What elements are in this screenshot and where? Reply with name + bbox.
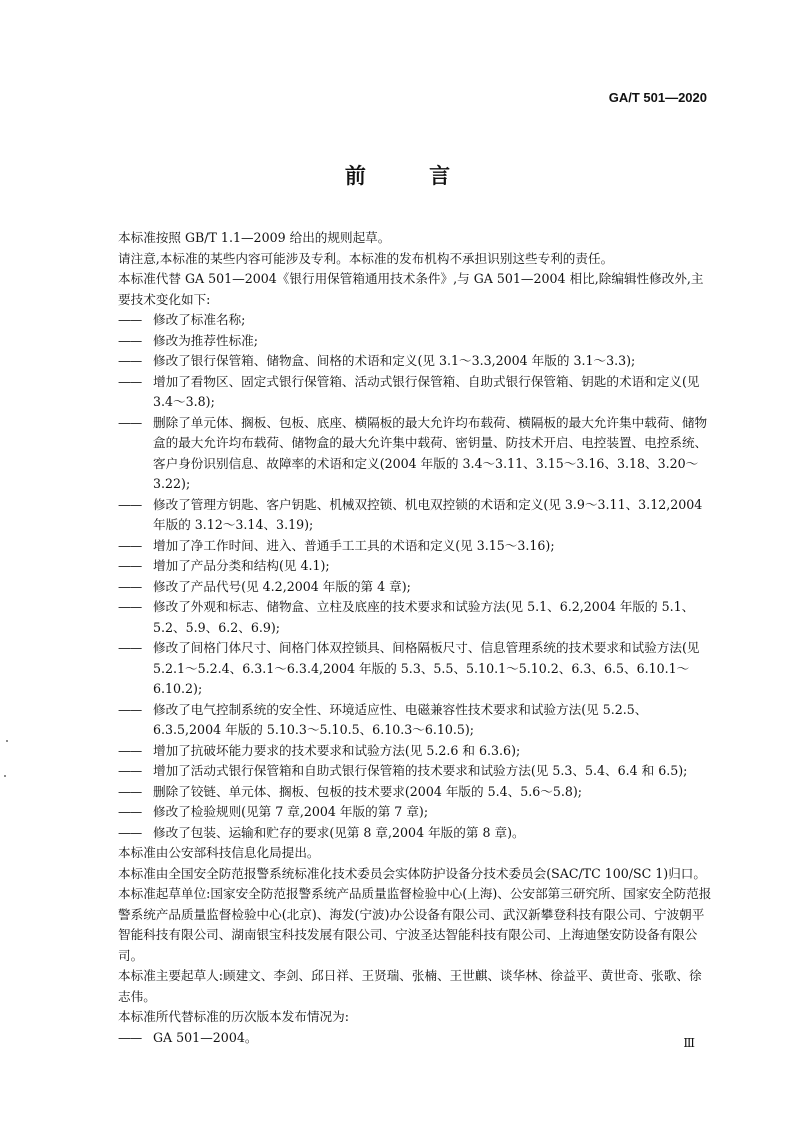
list-item	[118, 351, 714, 372]
list-item	[118, 577, 714, 598]
list-item	[118, 741, 714, 762]
page-number: Ⅲ	[683, 1036, 695, 1050]
list-item	[118, 761, 714, 782]
list-item-text: 增加了产品分类和结构(见 4.1);	[153, 558, 330, 573]
dash-marker: ——	[118, 558, 142, 573]
dash-marker: ——	[118, 578, 142, 594]
list-item	[118, 802, 714, 823]
standard-code: GA/T 501—2020	[608, 90, 707, 105]
foreword-body	[118, 228, 714, 1048]
dash-marker: ——	[118, 414, 142, 430]
dash-marker: ——	[118, 353, 142, 368]
list-item-text: 修改了间格门体尺寸、间格门体双控锁具、间格隔板尺寸、信息管理系统的技术要求和试验方法(见 5.2.1～5.2.4、6.3.1～6.3.4,2004 年版的 5.3、5.5、5.10.1～5.10.2、6.3、6.5、6.10.1～6.10.2);	[153, 640, 700, 696]
list-item	[118, 597, 714, 638]
list-item-text: 增加了活动式银行保管箱和自助式银行保管箱的技术要求和试验方法(见 5.3、5.4、6.4 和 6.5);	[153, 763, 688, 778]
list-item	[118, 700, 714, 741]
changes-list	[118, 310, 714, 843]
list-item-text: 修改了产品代号(见 4.2,2004 年版的第 4 章);	[153, 578, 411, 594]
dash-marker: ——	[118, 312, 142, 327]
scan-speck	[6, 740, 8, 742]
list-item-text: 修改了管理方钥匙、客户钥匙、机械双控锁、机电双控锁的术语和定义(见 3.9～3.11、3.12,2004 年版的 3.12～3.14、3.19);	[153, 496, 703, 532]
list-item	[118, 556, 714, 577]
scan-speck	[4, 775, 6, 777]
paragraph: 本标准由全国安全防范报警系统标准化技术委员会实体防护设备分技术委员会(SAC/TC 100/SC 1)归口。	[118, 865, 706, 881]
list-item-text: 增加了看物区、固定式银行保管箱、活动式银行保管箱、自助式银行保管箱、钥匙的术语和定义(见 3.4～3.8);	[153, 373, 700, 409]
dash-marker: ——	[118, 824, 142, 840]
dash-marker: ——	[118, 804, 142, 819]
dash-marker: ——	[118, 783, 142, 799]
list-item	[118, 823, 714, 844]
list-item	[118, 536, 714, 557]
paragraph: 本标准按照 GB/T 1.1—2009 给出的规则起草。	[118, 230, 391, 245]
dash-marker: ——	[118, 332, 142, 348]
list-item-text: 增加了抗破坏能力要求的技术要求和试验方法(见 5.2.6 和 6.3.6);	[153, 742, 521, 758]
dash-marker: ——	[118, 373, 142, 389]
dash-marker: ——	[118, 599, 142, 614]
paragraph: 本标准主要起草人:顾建文、李剑、邱日祥、王贤瑞、张楠、王世麒、谈华林、徐益平、黄世奇、张歌、徐志伟。	[118, 968, 702, 1004]
paragraph: 请注意,本标准的某些内容可能涉及专利。本标准的发布机构不承担识别这些专利的责任。	[118, 250, 614, 266]
list-item	[118, 495, 714, 536]
dash-marker: ——	[118, 742, 142, 758]
list-item-text: 修改了标准名称;	[153, 312, 246, 327]
list-item	[118, 331, 714, 352]
page-title: 前 言	[344, 164, 479, 188]
closing-paragraphs	[118, 843, 714, 1028]
list-item-text: 修改了外观和标志、储物盒、立柱及底座的技术要求和试验方法(见 5.1、6.2,2004 年版的 5.1、5.2、5.9、6.2、6.9);	[153, 599, 695, 635]
list-item	[118, 413, 714, 495]
paragraph: 本标准起草单位:国家安全防范报警系统产品质量监督检验中心(上海)、公安部第三研究所、国家安全防范报警系统产品质量监督检验中心(北京)、海发(宁波)办公设备有限公司、武汉新攀登科技有限公司、宁波朝平智能科技有限公司、湖南银宝科技发展有限公司、宁波圣达智能科技有限公司、上海迪堡安防设备有限公司。	[118, 886, 712, 963]
list-item-text: 修改了银行保管箱、储物盒、间格的术语和定义(见 3.1～3.3,2004 年版的 3.1～3.3);	[153, 353, 636, 368]
paragraph: 本标准由公安部科技信息化局提出。	[118, 845, 320, 860]
previous-versions-list	[118, 1028, 714, 1049]
list-item	[118, 1028, 714, 1049]
dash-marker: ——	[118, 537, 142, 553]
list-item-text: 删除了铰链、单元体、搁板、包板的技术要求(2004 年版的 5.4、5.6～5.8);	[153, 783, 583, 799]
dash-marker: ——	[118, 701, 142, 717]
list-item	[118, 638, 714, 700]
dash-marker: ——	[118, 640, 142, 655]
list-item-text: 删除了单元体、搁板、包板、底座、横隔板的最大允许均布载荷、横隔板的最大允许集中载荷、储物盒的最大允许均布载荷、储物盒的最大允许集中载荷、密钥量、防技术开启、电控装置、电控系统、客户身份识别信息、故障率的术语和定义(2004 年版的 3.4～3.11、3.15～3.16、3.18、3.20～3.22);	[153, 414, 708, 491]
dash-marker: ——	[118, 496, 142, 512]
dash-marker: ——	[118, 763, 142, 778]
list-item	[118, 782, 714, 803]
paragraph: 本标准所代替标准的历次版本发布情况为:	[118, 1009, 349, 1024]
dash-marker: ——	[118, 1029, 142, 1045]
paragraph: 本标准代替 GA 501—2004《银行用保管箱通用技术条件》,与 GA 501—2004 相比,除编辑性修改外,主要技术变化如下:	[118, 271, 704, 307]
list-item-text: 修改了电气控制系统的安全性、环境适应性、电磁兼容性技术要求和试验方法(见 5.2.5、6.3.5,2004 年版的 5.10.3～5.10.5、6.10.3～6.10.5);	[153, 701, 648, 737]
list-item-text: 修改了包装、运输和贮存的要求(见第 8 章,2004 年版的第 8 章)。	[153, 824, 525, 840]
list-item-text: 修改为推荐性标准;	[153, 332, 258, 348]
list-item	[118, 372, 714, 413]
list-item-text: GA 501—2004。	[153, 1029, 258, 1045]
list-item	[118, 310, 714, 331]
intro-paragraphs	[118, 228, 714, 310]
list-item-text: 修改了检验规则(见第 7 章,2004 年版的第 7 章);	[153, 804, 429, 819]
list-item-text: 增加了净工作时间、进入、普通手工工具的术语和定义(见 3.15～3.16);	[153, 537, 555, 553]
